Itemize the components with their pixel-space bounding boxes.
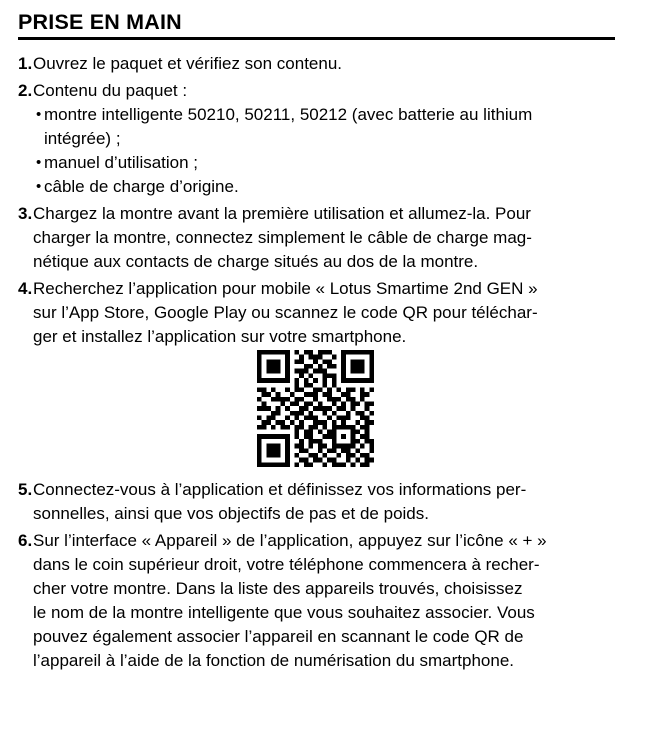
step-text bbox=[33, 529, 617, 673]
step-text-line: le nom de la montre intelligente que vous souhaitez associer. Vous bbox=[33, 603, 535, 622]
step-number: 4. bbox=[18, 279, 33, 298]
qr-code bbox=[257, 350, 374, 467]
step-item-6 bbox=[18, 529, 617, 673]
step-text-line: sonnelles, ainsi que vos objectifs de pas et de poids. bbox=[33, 504, 429, 523]
step-text-line: Recherchez l’application pour mobile « Lotus Smartime 2nd GEN » bbox=[33, 279, 538, 298]
bullet-text-line: intégrée) ; bbox=[44, 129, 121, 148]
step-text-line: pouvez également associer l’appareil en scannant le code QR de bbox=[33, 627, 524, 646]
step-text bbox=[33, 52, 617, 76]
bullet-text-line: manuel d’utilisation ; bbox=[44, 153, 199, 172]
bullet-text bbox=[44, 175, 617, 199]
bullet-text bbox=[44, 151, 617, 175]
qr-code-image bbox=[257, 350, 374, 467]
step-number: 1. bbox=[18, 54, 33, 73]
bullet-marker-icon: • bbox=[36, 154, 42, 171]
step-text-line: sur l’App Store, Google Play ou scannez le code QR pour téléchar- bbox=[33, 303, 538, 322]
step-text-line: cher votre montre. Dans la liste des appareils trouvés, choisissez bbox=[33, 579, 523, 598]
bullet-item bbox=[36, 151, 617, 175]
step-text bbox=[33, 277, 617, 475]
step-text-line: Sur l’interface « Appareil » de l’application, appuyez sur l’icône « + » bbox=[33, 531, 547, 550]
title-rule bbox=[18, 37, 615, 40]
steps-list bbox=[18, 52, 617, 673]
step-text-line: nétique aux contacts de charge situés au dos de la montre. bbox=[33, 252, 479, 271]
step-item-3 bbox=[18, 202, 617, 274]
step-text-line: Chargez la montre avant la première utilisation et allumez-la. Pour bbox=[33, 204, 531, 223]
step-item-2 bbox=[18, 79, 617, 199]
step-item-4 bbox=[18, 277, 617, 475]
step-item-5 bbox=[18, 478, 617, 526]
step-text-line: ger et installez l’application sur votre smartphone. bbox=[33, 327, 407, 346]
bullet-marker-icon: • bbox=[36, 178, 42, 195]
step-text-line: Ouvrez le paquet et vérifiez son contenu. bbox=[33, 54, 343, 73]
bullet-list bbox=[36, 103, 617, 199]
step-text bbox=[33, 202, 617, 274]
bullet-marker-icon: • bbox=[36, 106, 42, 123]
step-text-line: l’appareil à l’aide de la fonction de numérisation du smartphone. bbox=[33, 651, 515, 670]
step-number: 2. bbox=[18, 81, 33, 100]
step-text-line: Contenu du paquet : bbox=[33, 81, 188, 100]
step-number: 5. bbox=[18, 480, 33, 499]
step-item-1 bbox=[18, 52, 617, 76]
step-number: 3. bbox=[18, 204, 33, 223]
bullet-item bbox=[36, 175, 617, 199]
page-title: PRISE EN MAIN bbox=[18, 10, 182, 34]
step-text bbox=[33, 478, 617, 526]
bullet-text-line: câble de charge d’origine. bbox=[44, 177, 239, 196]
step-text-line: charger la montre, connectez simplement le câble de charge mag- bbox=[33, 228, 532, 247]
bullet-text bbox=[44, 103, 617, 151]
step-text-line: dans le coin supérieur droit, votre téléphone commencera à recher- bbox=[33, 555, 540, 574]
bullet-text-line: montre intelligente 50210, 50211, 50212 (avec batterie au lithium bbox=[44, 105, 533, 124]
step-text-line: Connectez-vous à l’application et définissez vos informations per- bbox=[33, 480, 527, 499]
step-text bbox=[33, 79, 617, 199]
step-number: 6. bbox=[18, 531, 33, 550]
bullet-item bbox=[36, 103, 617, 151]
